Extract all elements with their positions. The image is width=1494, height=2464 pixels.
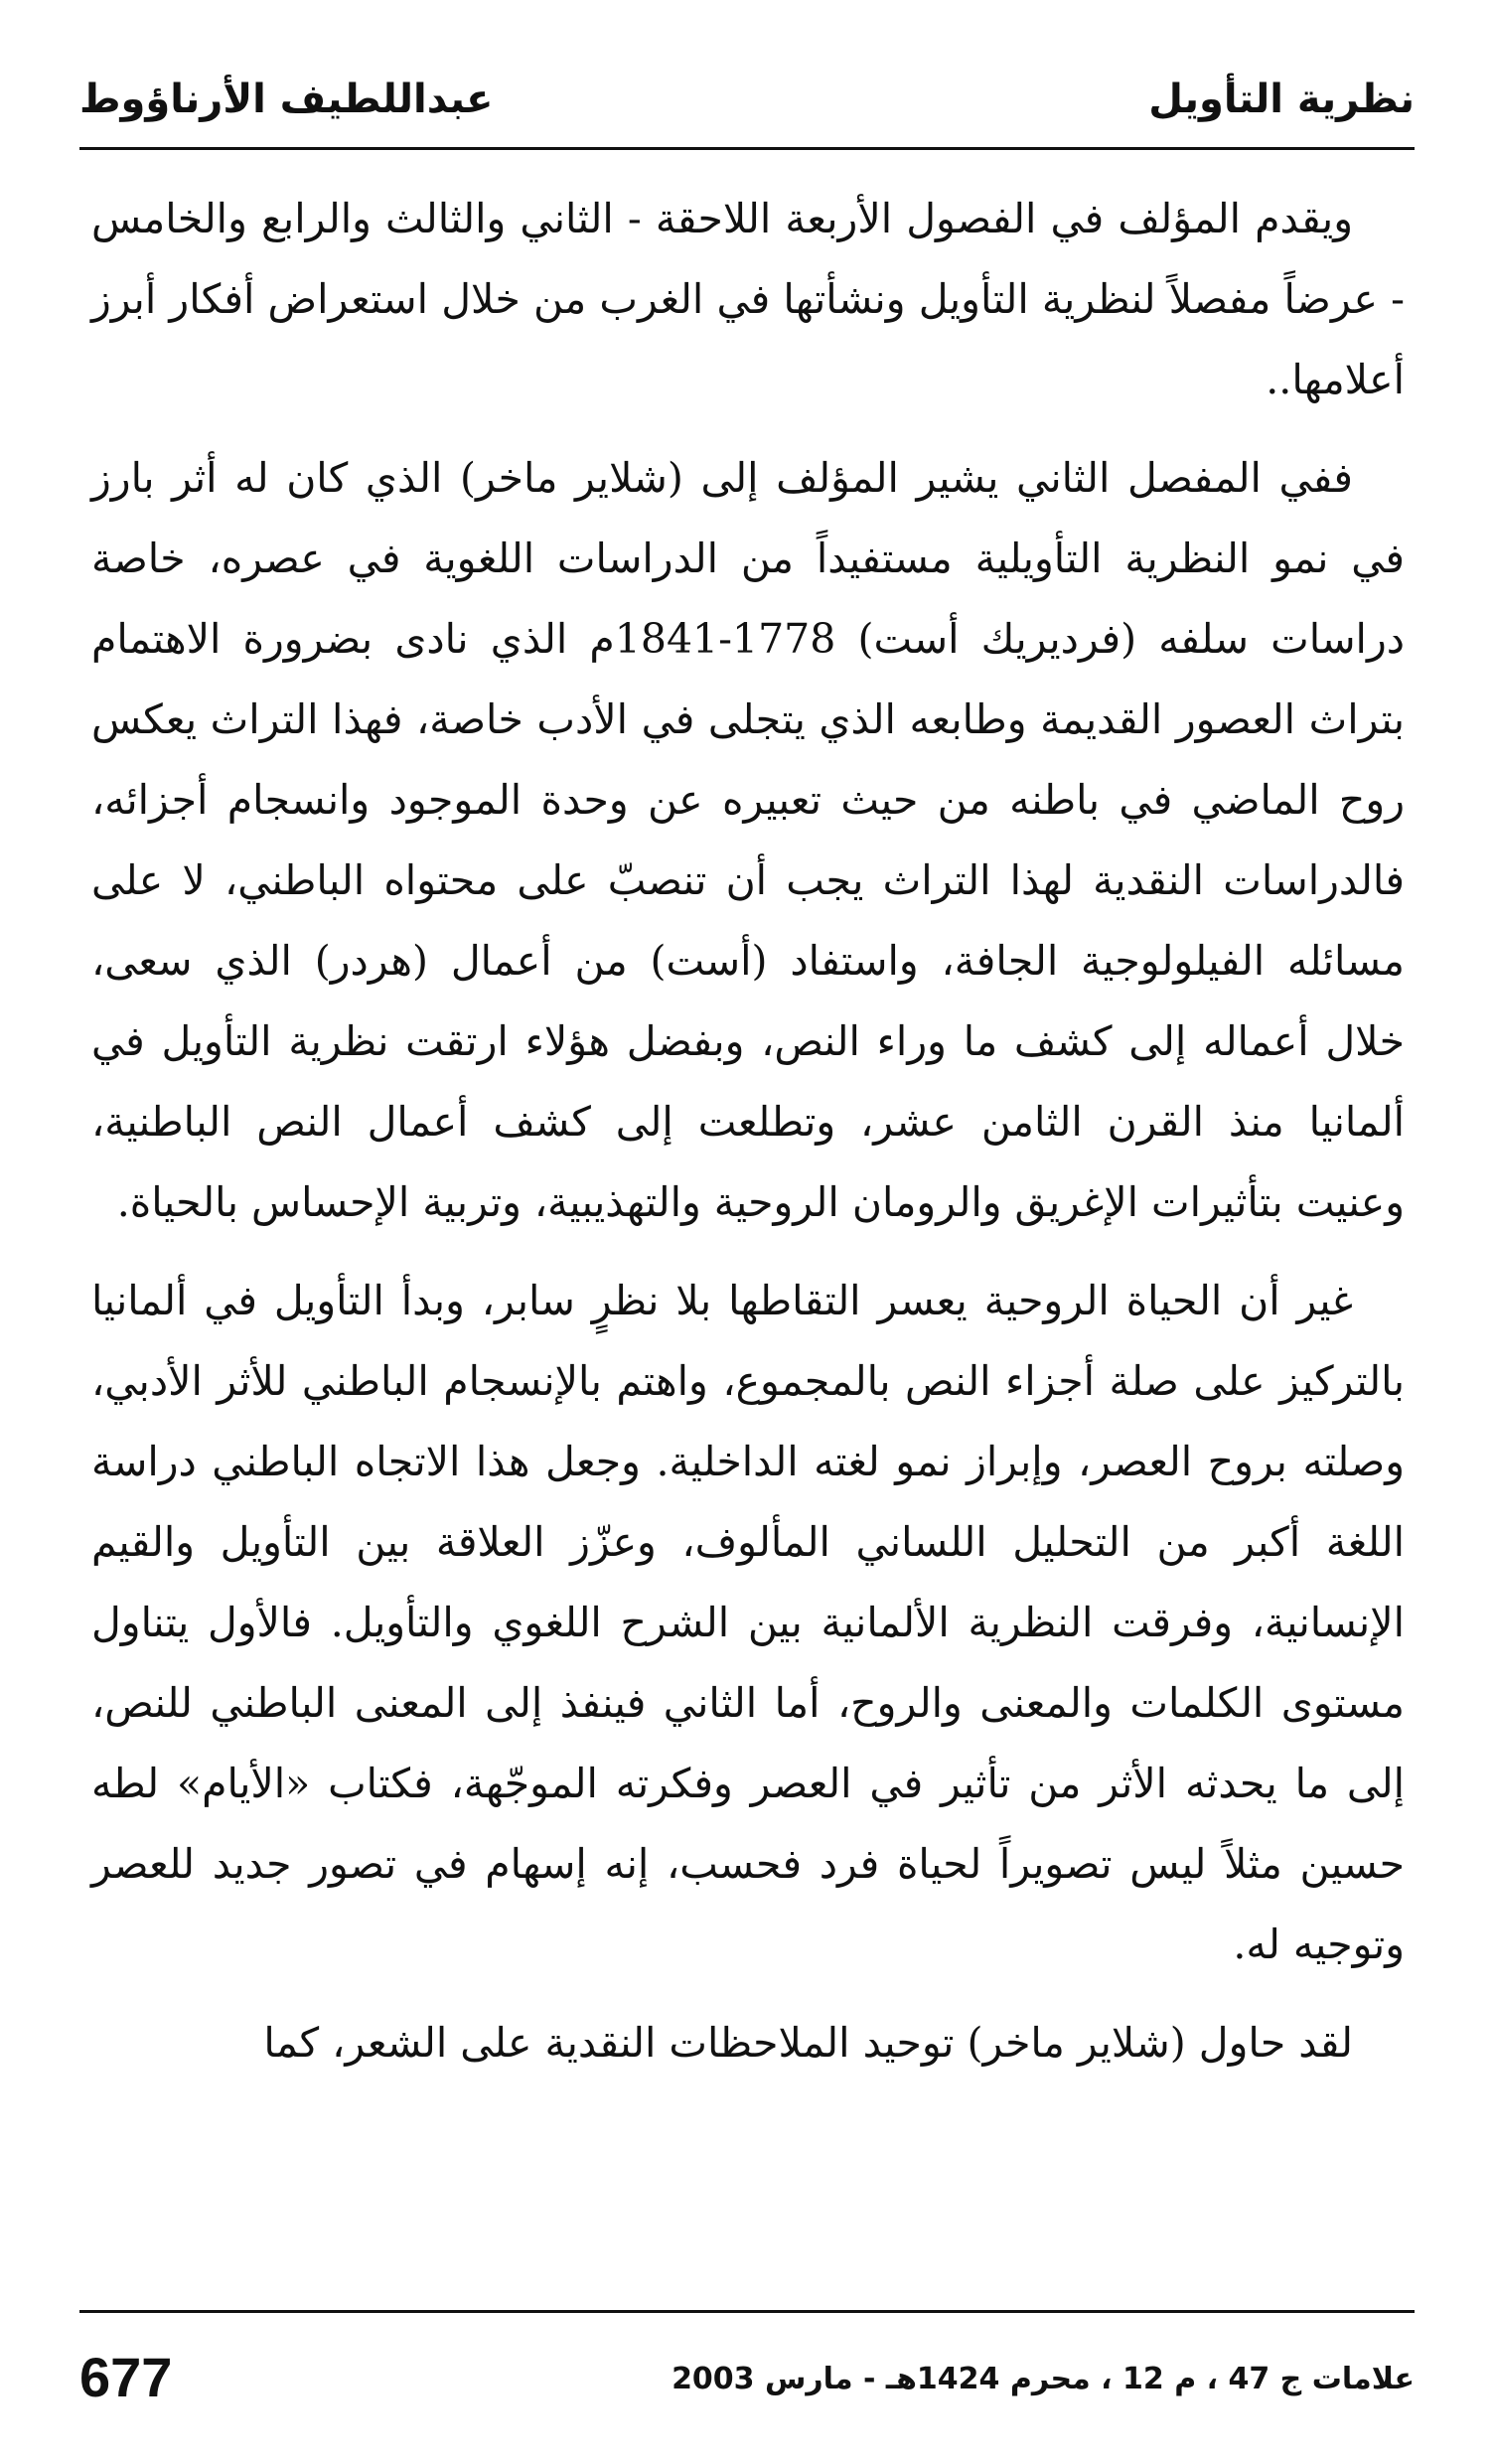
paragraph-1: ويقدم المؤلف في الفصول الأربعة اللاحقة - الثاني والثالث والرابع والخامس - عرضاً مفصلاً لنظرية التأويل ونشأتها في الغرب من خلال استعراض أفكار أبرز أعلامها.. (91, 195, 1405, 403)
running-header-title: نظرية التأويل (1148, 77, 1415, 122)
journal-citation: علامات ج 47 ، م 12 ، محرم 1424هـ - مارس 2003 (672, 2362, 1415, 2396)
paragraph-4: لقد حاول (شلاير ماخر) توحيد الملاحظات النقدية على الشعر، كما (263, 2019, 1353, 2067)
page-number: 677 (79, 2346, 173, 2408)
footer-divider (79, 2310, 1415, 2313)
body-text (91, 179, 1405, 2101)
paragraph-3: غير أن الحياة الروحية يعسر التقاطها بلا نظرٍ سابر، وبدأ التأويل في ألمانيا بالتركيز على صلة أجزاء النص بالمجموع، واهتم بالإنسجام الباطني للأثر الأدبي، وصلته بروح العصر، وإبراز نمو لغته الداخلية. وجعل هذا الاتجاه الباطني دراسة اللغة أكبر من التحليل اللساني المألوف، وعزّز العلاقة بين التأويل والقيم الإنسانية، وفرقت النظرية الألمانية بين الشرح اللغوي والتأويل. فالأول يتناول مستوى الكلمات والمعنى والروح، أما الثاني فينفذ إلى المعنى الباطني للنص، إلى ما يحدثه الأثر من تأثير في العصر وفكرته الموجّهة، فكتاب «الأيام» لطه حسين مثلاً ليس تصويراً لحياة فرد فحسب، إنه إسهام في تصور جديد للعصر وتوجيه له. (91, 1277, 1405, 1968)
header-divider (79, 147, 1415, 150)
running-header (79, 70, 1415, 149)
paragraph-2: ففي المفصل الثاني يشير المؤلف إلى (شلاير ماخر) الذي كان له أثر بارز في نمو النظرية التأويلية مستفيداً من الدراسات اللغوية في عصره، خاصة دراسات سلفه (فرديريك أست) 1778-1841م الذي نادى بضرورة الاهتمام بتراث العصور القديمة وطابعه الذي يتجلى في الأدب خاصة، فهذا التراث يعكس روح الماضي في باطنه من حيث تعبيره عن وحدة الموجود وانسجام أجزائه، فالدراسات النقدية لهذا التراث يجب أن تنصبّ على محتواه الباطني، لا على مسائله الفيلولوجية الجافة، واستفاد (أست) من أعمال (هردر) الذي سعى، خلال أعماله إلى كشف ما وراء النص، وبفضل هؤلاء ارتقت نظرية التأويل في ألمانيا منذ القرن الثامن عشر، وتطلعت إلى كشف أعمال النص الباطنية، وعنيت بتأثيرات الإغريق والرومان الروحية والتهذيبية، وتربية الإحساس بالحياة. (91, 454, 1405, 1226)
running-footer (79, 2345, 1415, 2424)
running-header-author: عبداللطيف الأرناؤوط (79, 77, 494, 122)
